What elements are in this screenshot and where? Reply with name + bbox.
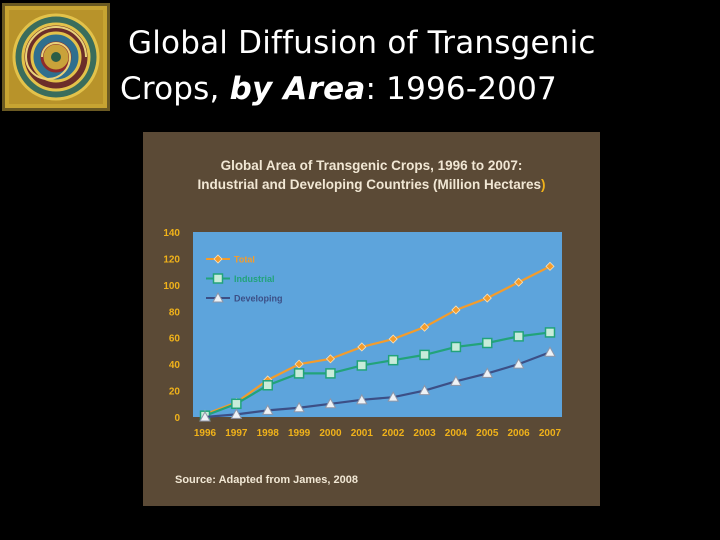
- x-tick-label: 2005: [476, 428, 499, 439]
- slide-title-emphasis: by Area: [229, 71, 366, 107]
- y-tick-label: 40: [168, 360, 180, 372]
- x-tick-label: 2003: [413, 428, 436, 439]
- y-tick-label: 120: [163, 254, 180, 266]
- legend-total-label: Total: [234, 254, 255, 265]
- industrial-data-point: [357, 361, 366, 370]
- slide-title-line1: Global Diffusion of Transgenic: [128, 25, 596, 61]
- y-tick-label: 140: [163, 228, 180, 239]
- x-tick-label: 2006: [507, 428, 530, 439]
- industrial-data-point: [389, 356, 398, 365]
- chart-title-line1: Global Area of Transgenic Crops, 1996 to 2007:: [220, 158, 523, 173]
- industrial-data-point: [420, 350, 429, 359]
- x-tick-label: 2007: [538, 428, 562, 439]
- industrial-data-point: [326, 369, 335, 378]
- y-tick-label: 20: [168, 386, 180, 398]
- legend-industrial-label: Industrial: [234, 274, 275, 284]
- y-tick-label: 100: [163, 280, 180, 292]
- x-tick-label: 1998: [256, 428, 279, 439]
- x-tick-label: 2004: [444, 428, 468, 439]
- y-tick-label: 60: [168, 333, 180, 345]
- x-tick-label: 1996: [193, 428, 217, 439]
- x-tick-label: 1997: [225, 428, 248, 439]
- industrial-data-point: [546, 328, 555, 337]
- logo: [2, 3, 110, 111]
- spiral-logo-icon: [5, 6, 107, 108]
- x-tick-label: 1999: [287, 428, 311, 439]
- x-tick-label: 2002: [382, 428, 405, 439]
- y-tick-label: 0: [174, 413, 180, 424]
- industrial-data-point: [232, 399, 241, 408]
- slide-title: [120, 20, 700, 112]
- y-tick-label: 80: [168, 307, 180, 319]
- legend-industrial-marker: [214, 274, 223, 283]
- industrial-data-point: [263, 381, 272, 390]
- chart-title-paren: ): [541, 177, 546, 192]
- industrial-data-point: [451, 342, 460, 351]
- legend-developing-label: Developing: [234, 293, 283, 304]
- industrial-data-point: [514, 332, 523, 341]
- industrial-data-point: [483, 339, 492, 348]
- x-tick-label: 2001: [350, 428, 373, 439]
- chart-source: Source: Adapted from James, 2008: [175, 474, 358, 486]
- industrial-data-point: [295, 369, 304, 378]
- slide-title-line2: [120, 66, 700, 112]
- x-tick-label: 2000: [319, 428, 342, 439]
- chart-title-line2-text: Industrial and Developing Countries (Million Hectares: [197, 177, 542, 192]
- chart-panel: [143, 132, 600, 506]
- slide-title-line2-end: : 1996-2007: [365, 71, 557, 107]
- line-chart: [143, 132, 600, 506]
- slide-title-line2-start: Crops,: [120, 71, 230, 107]
